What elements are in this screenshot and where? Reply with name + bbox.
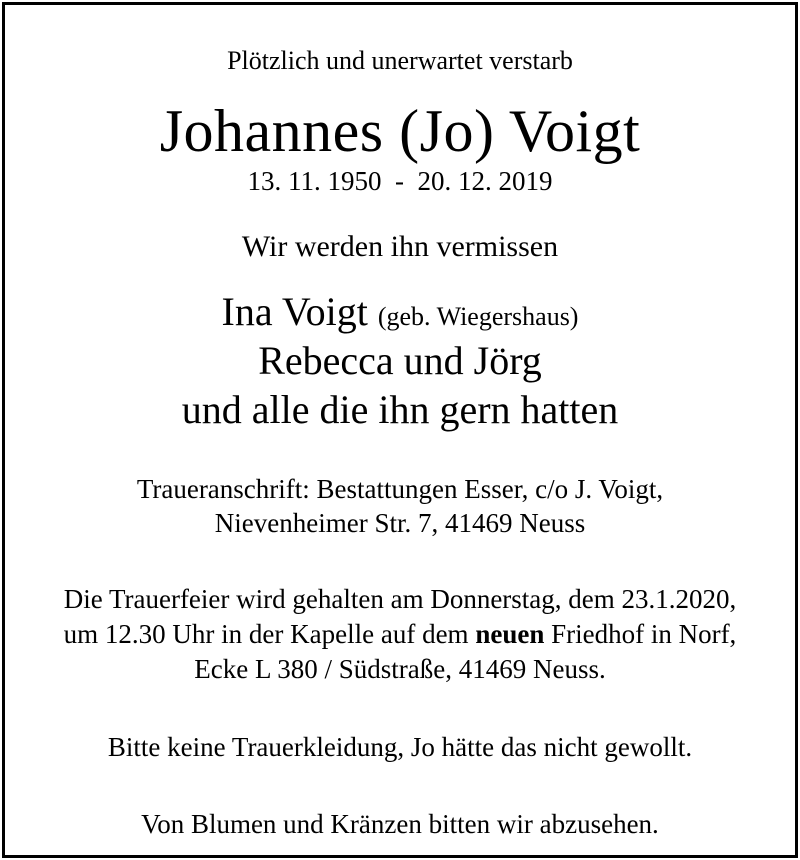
ceremony-line-1: Die Trauerfeier wird gehalten am Donnerstag, dem 23.1.2020, <box>63 584 737 614</box>
flowers-request: Von Blumen und Kränzen bitten wir abzusehen. <box>141 809 659 839</box>
intro-line: Plötzlich und unerwartet verstarb <box>227 46 573 75</box>
family-spouse-maiden-name: (geb. Wiegershaus) <box>377 302 579 331</box>
ceremony-emphasis: neuen <box>475 619 545 649</box>
miss-line: Wir werden ihn vermissen <box>241 230 559 263</box>
address-line-1: Traueranschrift: Bestattungen Esser, c/o J. Voigt, <box>136 474 664 504</box>
family-line-2: Rebecca und Jörg <box>258 338 542 383</box>
family-line-3: und alle die ihn gern hatten <box>181 387 619 432</box>
life-dates <box>0 168 800 195</box>
ceremony-line-2-after: Friedhof in Norf, <box>551 619 737 649</box>
address-line-2: Nievenheimer Str. 7, 41469 Neuss <box>214 508 586 538</box>
family-spouse-name: Ina Voigt <box>221 289 368 334</box>
ceremony-line-2-before: um 12.30 Uhr in der Kapelle auf dem <box>63 619 469 649</box>
life-dates-text: 13. 11. 1950 - 20. 12. 2019 <box>247 166 553 196</box>
ceremony-line-3: Ecke L 380 / Südstraße, 41469 Neuss. <box>194 654 606 684</box>
deceased-name: Johannes (Jo) Voigt <box>159 98 641 164</box>
dress-request: Bitte keine Trauerkleidung, Jo hätte das nicht gewollt. <box>107 732 693 762</box>
ceremony-line-2 <box>0 621 800 648</box>
family-line-1 <box>0 289 800 334</box>
